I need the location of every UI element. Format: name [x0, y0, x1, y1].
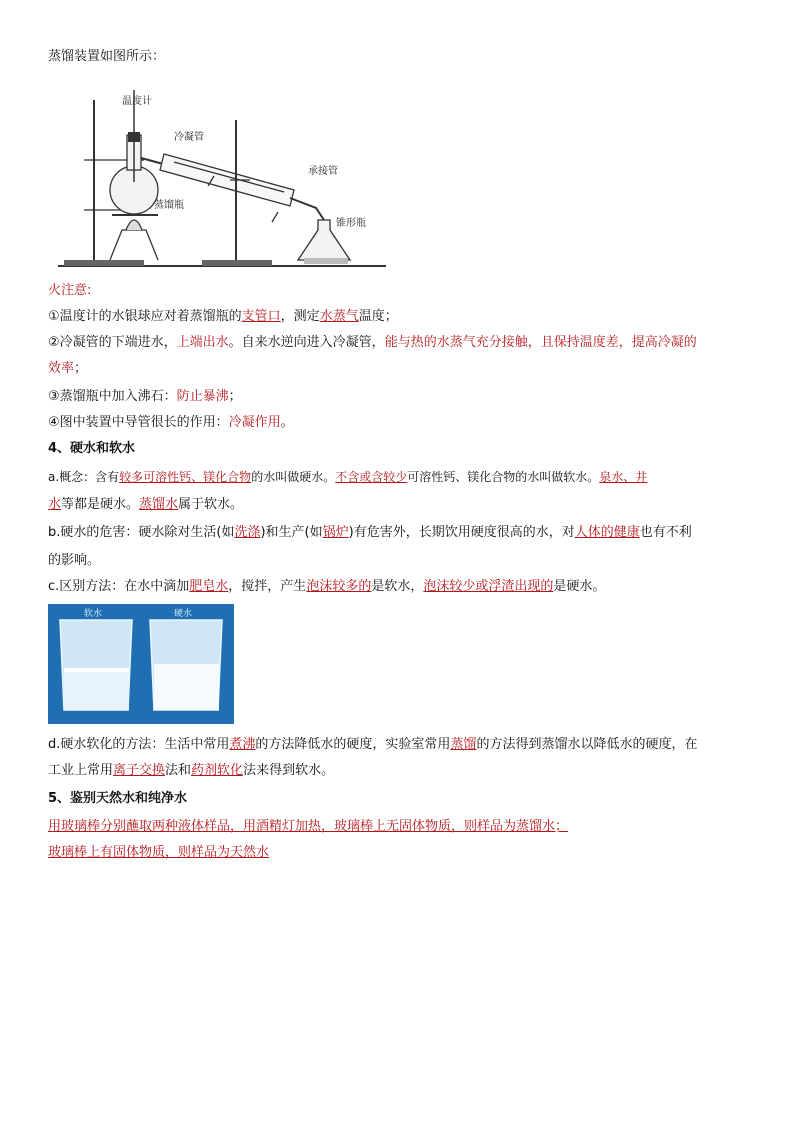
label-flask: 蒸馏瓶 — [154, 200, 184, 211]
note-1: ①温度计的水银球应对着蒸馏瓶的支管口，测定水蒸气温度； — [48, 309, 398, 324]
sec5-line1: 用玻璃棒分别蘸取两种液体样品，用酒精灯加热，玻璃棒上无固体物质，则样品为蒸馏水； — [48, 819, 569, 834]
beaker-label-hard: 硬水 — [174, 609, 193, 619]
note-2-cont: 效率； — [48, 361, 88, 376]
intro-text: 蒸馏装置如图所示： — [48, 49, 166, 64]
label-thermometer: 温度计 — [122, 96, 152, 107]
sec5-line2: 玻璃棒上有固体物质，则样品为天然水 — [48, 845, 270, 860]
distillation-apparatus-figure — [54, 80, 390, 270]
label-adapter: 承接管 — [308, 166, 338, 177]
note-3: ③蒸馏瓶中加入沸石：防止暴沸； — [48, 389, 242, 404]
sec4-a-line1: a.概念：含有较多可溶性钙、镁化合物的水叫做硬水。不含或含较少可溶性钙、镁化合物的水叫做软水。泉水、井 — [48, 470, 648, 484]
section-4-title: 4、硬水和软水 — [48, 441, 136, 456]
note-2: ②冷凝管的下端进水，上端出水。自来水逆向进入冷凝管，能与热的水蒸气充分接触，且保持温度差，提高冷凝的 — [48, 335, 697, 350]
beaker-label-soft: 软水 — [84, 609, 103, 619]
sec4-b-line1: b.硬水的危害：硬水除对生活(如洗涤)和生产(如锅炉)有危害外，长期饮用硬度很高的水，对人体的健康也有不利 — [48, 525, 692, 540]
sec4-c-line: c.区别方法：在水中滴加肥皂水，搅拌，产生泡沫较多的是软水，泡沫较少或浮渣出现的是硬水。 — [48, 579, 606, 594]
sec4-a-line2: 水等都是硬水。蒸馏水属于软水。 — [48, 497, 244, 512]
section-5-title: 5、鉴别天然水和纯净水 — [48, 791, 188, 806]
note-4: ④图中装置中导管很长的作用：冷凝作用。 — [48, 415, 294, 430]
sec4-d-line1: d.硬水软化的方法：生活中常用煮沸的方法降低水的硬度，实验室常用蒸馏的方法得到蒸馏水以降低水的硬度，在 — [48, 737, 698, 752]
label-condenser: 冷凝管 — [174, 132, 204, 143]
soft-hard-water-photo — [48, 604, 234, 724]
notes-title: 火注意: — [48, 283, 92, 298]
sec4-b-line2: 的影响。 — [48, 553, 101, 568]
sec4-d-line2: 工业上常用离子交换法和药剂软化法来得到软水。 — [48, 763, 335, 778]
label-erlenmeyer: 锥形瓶 — [336, 218, 366, 229]
